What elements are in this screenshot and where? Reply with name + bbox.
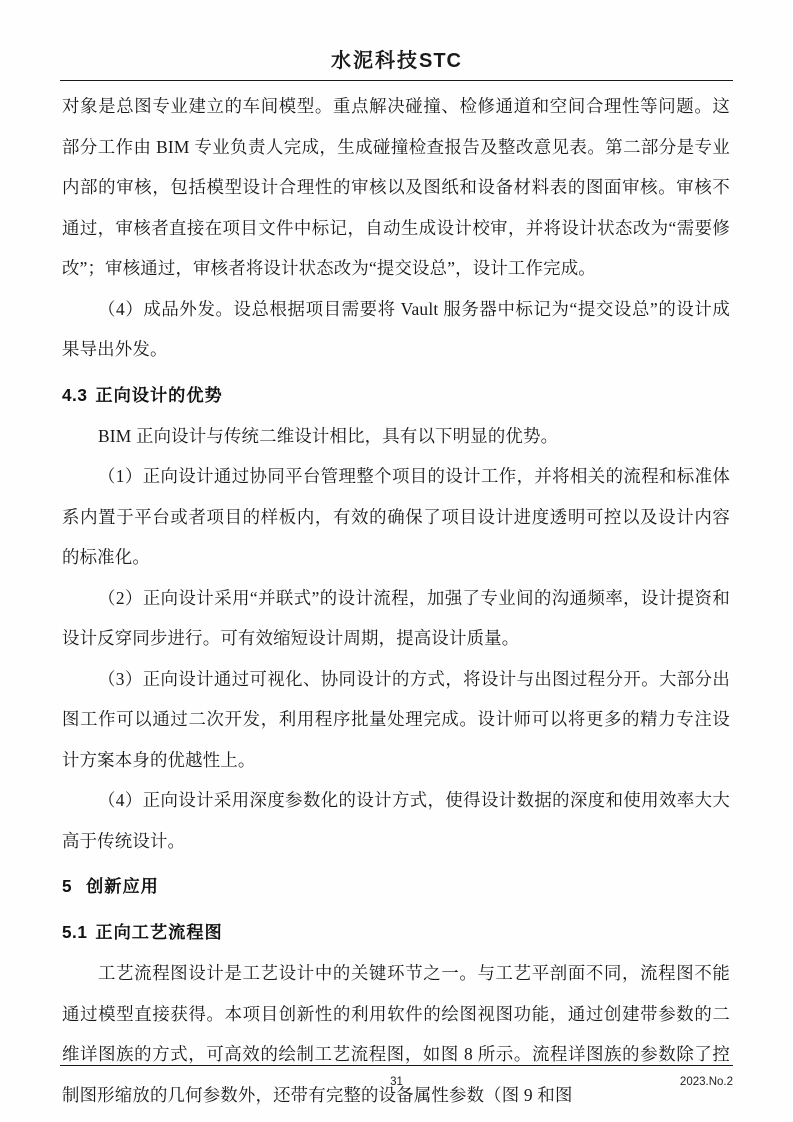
journal-title-latin: STC xyxy=(419,50,462,72)
paragraph-advantage-2: （2）正向设计采用“并联式”的设计流程，加强了专业间的沟通频率，设计提资和设计反穿同步进行。可有效缩短设计周期，提高设计质量。 xyxy=(62,587,730,648)
paragraph-continued: 对象是总图专业建立的车间模型。重点解决碰撞、检修通道和空间合理性等问题。这部分工作由 BIM 专业负责人完成，生成碰撞检查报告及整改意见表。第二部分是专业内部的审核，包括模型设计合理性的审核以及图纸和设备材料表的图面审核。审核不通过，审核者直接在项目文件中标记，自动生成设计校审，并将设计状态改为“需要修改”；审核通过，审核者将设计状态改为“提交设总”，设计工作完成。 xyxy=(62,96,730,278)
heading-4-3-text: 正向设计的优势 xyxy=(95,385,223,406)
paragraph-item-4-output: （4）成品外发。设总根据项目需要将 Vault 服务器中标记为“提交设总”的设计成果导出外发。 xyxy=(62,298,730,359)
paragraph-advantage-1: （1）正向设计通过协同平台管理整个项目的设计工作，并将相关的流程和标准体系内置于平台或者项目的样板内，有效的确保了项目设计进度透明可控以及设计内容的标准化。 xyxy=(62,466,730,567)
page-number: 31 xyxy=(390,1076,403,1088)
journal-title xyxy=(60,44,733,73)
heading-4-3-number: 4.3 xyxy=(62,384,88,405)
page-footer xyxy=(60,1076,733,1096)
issue-label: 2023.No.2 xyxy=(679,1076,733,1088)
heading-5-text: 创新应用 xyxy=(86,877,159,897)
heading-5 xyxy=(62,866,730,907)
heading-5-1-number: 5.1 xyxy=(62,922,88,942)
header-divider xyxy=(60,80,733,81)
page-header xyxy=(60,44,733,78)
paragraph-process-flow: 工艺流程图设计是工艺设计中的关键环节之一。与工艺平剖面不同，流程图不能通过模型直接获得。本项目创新性的利用软件的绘图视图功能，通过创建带参数的二维详图族的方式，可高效的绘制工艺流程图，如图 8 所示。流程详图族的参数除了控制图形缩放的几何参数外，还带有完整的设备属性参数（图 9 和图 xyxy=(62,963,730,1105)
footer-divider xyxy=(60,1065,733,1066)
document-body xyxy=(62,86,730,1115)
paragraph-advantage-3: （3）正向设计通过可视化、协同设计的方式，将设计与出图过程分开。大部分出图工作可以通过二次开发，利用程序批量处理完成。设计师可以将更多的精力专注设计方案本身的优越性上。 xyxy=(62,668,730,770)
paragraph-advantages-intro: BIM 正向设计与传统二维设计相比，具有以下明显的优势。 xyxy=(98,425,559,446)
heading-5-1 xyxy=(62,912,730,953)
heading-5-number: 5 xyxy=(62,876,73,896)
heading-5-1-text: 正向工艺流程图 xyxy=(95,923,223,943)
heading-4-3 xyxy=(62,375,730,416)
paragraph-advantage-4: （4）正向设计采用深度参数化的设计方式，使得设计数据的深度和使用效率大大高于传统设计。 xyxy=(62,790,730,851)
journal-title-cn: 水泥科技 xyxy=(331,48,419,72)
